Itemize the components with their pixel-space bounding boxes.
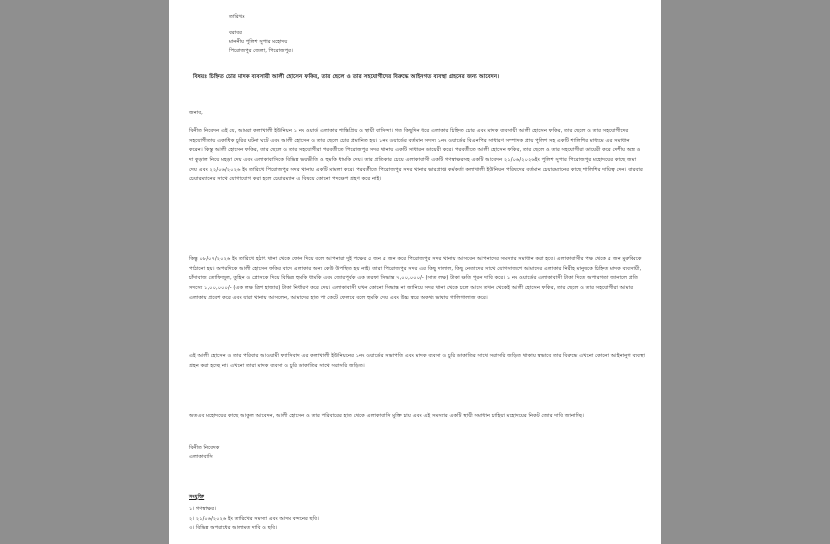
body-paragraph-1: বিনীত নিবেদন এই যে, আমরা কলাখালী ইউনিয়ন ১ নং ওয়ার্ড এলাকার শান্তিপ্রিয় ও স্থায়ী বাসিন্দা। গত কিছুদিন ধরে এলাকার চিহ্নিত চোর এবং মাদক ব্যবসায়ী আলী হোসেন ফকির, তার ছেলে ও তার সহযোগীদের সহযোগীতায় একাধিক চুরির ঘটনা ঘটে এবং আলী হোসেন ও তার ছেলে চোর প্রমানিত হয়। ১নং ওয়ার্ডের বর্তমান সদস্য ১নং ওয়ার্ডের বিএনপির সাধারণ সম্পাদক প্রায় পুলিশ সহ একটি শালিশির মাধ্যমে এর সমাধান করেন। কিন্তু আলী হোসেন ফকির, তার ছেলে ও তার সহযোগীরা পরবর্তীতে পিরোজপুর সদর থানায় একটি সাধারন ডায়েরী করে। পরবর্তীতে আলী হোসেন ফকির, তার ছেলে ও তার সহযোগীরা ডায়েরী করে দেশীয় অস্ত্র ও দা কুড়াল নিয়ে মহড়া দেয় এবং এলাকাবাসিকে বিভিন্ন ভয়ভীতি ও হুমকি ধামকি দেয়। তার প্রতিকার চেয়ে এলাকাবাসী একটি গণস্বাক্ষরসহ একটি আবেদন ২১/০৬/২০২৬ইং পুলিশ সুপার পিরোজপুর মহোদয়ের কাছে জমা দেয় এবং ২২/০৬/২০২৬ ইং তারিখে পিরোজপুর সদর থানায় একটি মামলা করে। পরবর্তীতে পিরোজপুর সদর থানার ভারপ্রাপ্ত কর্মকর্তা কলাখালী ইউনিয়ন পরিষদের বর্তমান চেয়ারম্যানের কাছে শালিশির দায়িত্ব দেন। বারবার চেয়ারম্যানের সাথে যোগাযোগ করা হলে চেয়ারম্যান এ বিষয়ে কোনো পদক্ষেপ গ্রহণ করে নাই।: [189, 128, 643, 183]
attachments-title: সংযুক্তি: [189, 494, 205, 500]
attachment-item-1: ১। গণস্বাক্ষর।: [189, 506, 216, 512]
attachment-item-3: ৩। বিভিন্ন অপরাধের আলামত দাবি ও ছবি।: [189, 525, 278, 532]
body-paragraph-2: কিন্তু ০৮/০৭/২০২৬ ইং তারিখে হঠাৎ থানা থেকে ফোন দিয়ে বলে আপনারা দুই পক্ষের ৫ জন ৫ জন করে পিরোজপুর সদর থানায় আসবেন আপনাদের সমস্যার সমাধান করা হবে। এলাকাবাসীর পক্ষ থেকে ৫ জন মুরুব্বিকে পাঠানো হয়। অপরদিকে আলী হোসেন ফকির বাদে এলাকার অন্য কেউ উপস্থিত হয় নাই। তারা পিরোজপুর সদর এর কিছু দালাল, কিছু নেতাদের সাথে যোগসাজশে আমাদের এলাকার নিরীহ মানুষকে চিহ্নিত মাদক ব্যবসায়ী, চাঁদাবাজ তোফিজুল, তুহিন ও প্লোসকে দিয়ে বিভিন্ন হুমকি ধামকি এবং জোরপূর্বক এক তরফা সিদ্ধান্ত ৭,০০,০০০/- (সাত লক্ষ) টাকা ক্ষতি পূরন দাবি করে। ১ নং ওয়ার্ডের এলাকাবাসী টাকা দিতে অপারগতা জানালে প্রতি সদস্যে ১,০০,০০০/- (এক লক্ষ ত্রিশ হাজার) টাকা নির্ধারণ করে দেয়। এলাকাবাসী যখন কোনো সিদ্ধান্ত না জানিয়ে সদর থানা থেকে চলে আসে তখন থেকেই আলী হোসেন ফকির, তার ছেলে ও তার সহযোগীরা আমার এলাকায় প্রবেশ করে এবং যারা থানায় আসলেন, আমাদের হাত পা কেটে ফেলবে বলে হুমকি দেয় এবং উচ্চ স্বরে অকথ্য ভাষায় গালিগালাজ করে।: [189, 256, 642, 301]
closing-line-2: এলাকাবাসি: [189, 454, 213, 460]
recipient-line-1: বরাবর: [229, 30, 242, 36]
date-label: তারিখঃ: [229, 14, 245, 20]
body-paragraph-4: অতএব মহোদয়ের কাছে আকুল আবেদন, আলী হোসেন ও তার পরিবারের হাত থেকে এলাকাবাসি মুক্তি চায় এবং এই সমস্যার একটি স্থায়ী সমাধান চাহিয়া মহোদয়ের নিকট জোর দাবি জানাচ্ছি।: [189, 413, 584, 419]
attachments-list: [189, 505, 645, 534]
salutation: জনাব,: [189, 110, 203, 116]
document-page: [169, 0, 661, 544]
recipient-line-2: মাননীয় পুলিশ সুপার মহোদয়: [229, 39, 288, 45]
closing-line-1: বিনীত নিবেদক: [189, 445, 220, 451]
body-paragraph-3: এই আলী হোসেন ও তার পরিবার আওয়ামী ফ্যাসিবাদ এর কলাখালী ইউনিয়নের ১নং ওয়ার্ডের সভাপতি এবং মাদক ব্যবসা ও চুরি ডাকাতির সাথে সরাসরি জড়িত থাকায় স্বভাবে তার বিরুদ্ধে এখনো কোনো আইনানুগ ব্যবস্থা গ্রহন করা হচ্ছে না। এখনো তারা মাদক ব্যবসা ও চুরি ডাকাতির সাথে সরাসরি জড়িত।: [189, 353, 645, 369]
recipient-line-3: পিরোজপুর জেলা, পিরোজপুর।: [229, 48, 293, 54]
subject-heading: বিষয়ঃ চিহ্নিত চোর মাদক ব্যবসায়ী আলী হোসেন ফকির, তার ছেলে ও তার সহযোগীদের বিরুদ্ধে আইনগত ব্যবস্থা গ্রহনের জন্য আবেদন।: [193, 74, 500, 80]
attachment-item-2: ২। ২১/০৬/২০২৬ ইং তারিখের সমস্যা এবং আদম বন্দনের ছবি।: [189, 515, 319, 522]
